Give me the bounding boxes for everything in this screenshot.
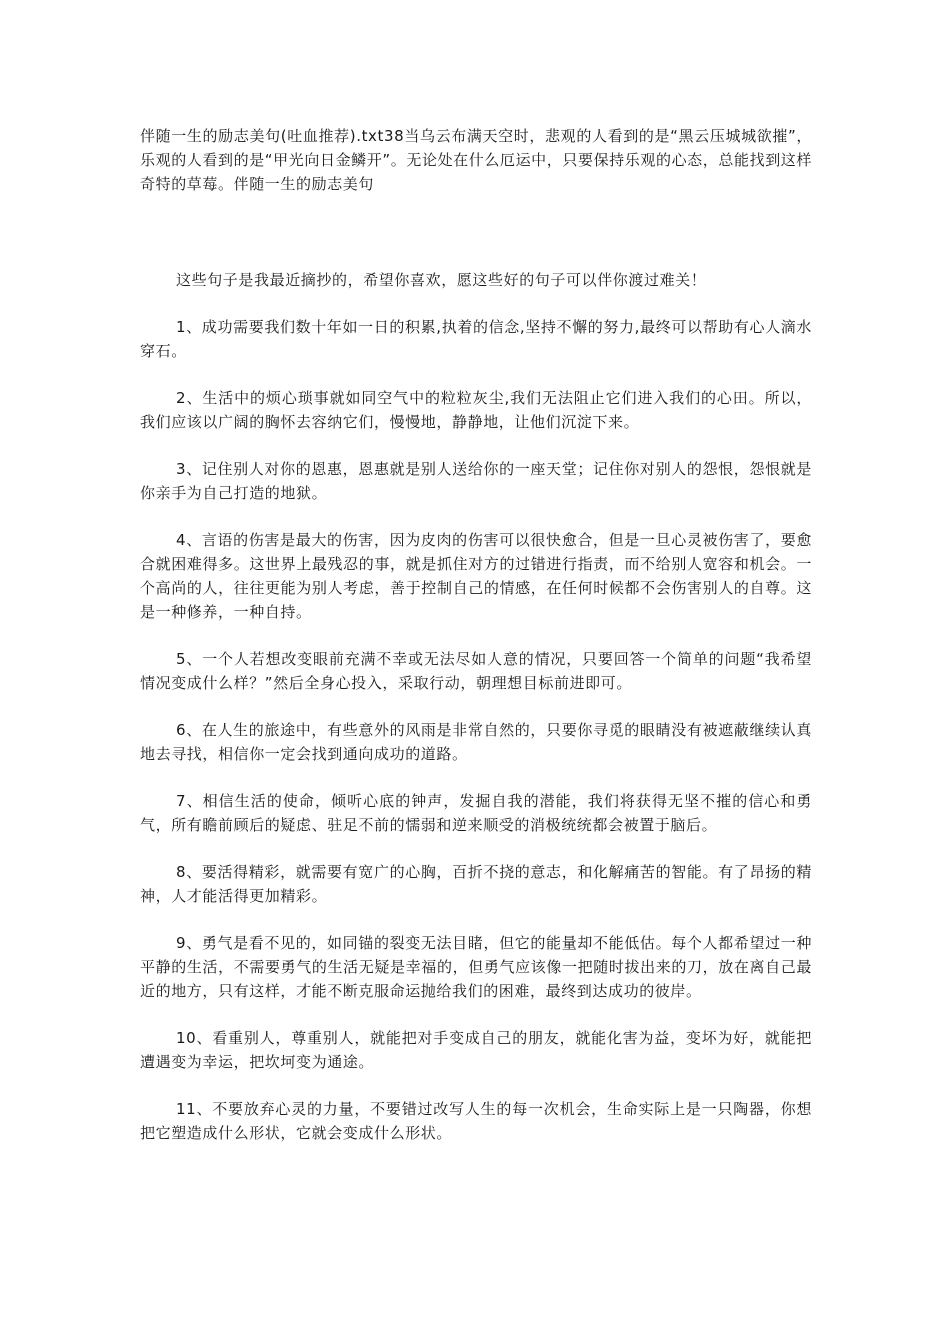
quote-item-8: 8、要活得精彩，就需要有宽广的心胸，百折不挠的意志，和化解痛苦的智能。有了昂扬的精神，人才能活得更加精彩。 (140, 863, 812, 905)
quote-item-4: 4、言语的伤害是最大的伤害，因为皮肉的伤害可以很快愈合，但是一旦心灵被伤害了，要愈合就困难得多。这世界上最残忍的事，就是抓住对方的过错进行指责，而不给别人宽容和机会。一个高尚的人，往往更能为别人考虑，善于控制自己的情感，在任何时候都不会伤害别人的自尊。这是一种修养，一种自持。 (140, 531, 812, 621)
intro-paragraph: 这些句子是我最近摘抄的，希望你喜欢，愿这些好的句子可以伴你渡过难关！ (176, 271, 707, 289)
quote-item-6: 6、在人生的旅途中，有些意外的风雨是非常自然的，只要你寻觅的眼睛没有被遮蔽继续认真地去寻找，相信你一定会找到通向成功的道路。 (140, 721, 812, 763)
document-body (140, 124, 812, 1145)
quote-item-5: 5、一个人若想改变眼前充满不幸或无法尽如人意的情况，只要回答一个简单的问题“我希望情况变成什么样？”然后全身心投入，采取行动，朝理想目标前进即可。 (140, 650, 812, 692)
quote-item-9: 9、勇气是看不见的，如同锚的裂变无法目睹，但它的能量却不能低估。每个人都希望过一种平静的生活，不需要勇气的生活无疑是幸福的，但勇气应该像一把随时拔出来的刀，放在离自己最近的地方，只有这样，才能不断克服命运抛给我们的困难，最终到达成功的彼岸。 (140, 934, 812, 1000)
quote-item-10: 10、看重别人，尊重别人，就能把对手变成自己的朋友，就能化害为益，变坏为好，就能把遭遇变为幸运，把坎坷变为通途。 (140, 1029, 812, 1071)
header-paragraph: 伴随一生的励志美句(吐血推荐).txt38当乌云布满天空时，悲观的人看到的是“黑云压城城欲摧”，乐观的人看到的是“甲光向日金鳞开”。无论处在什么厄运中，只要保持乐观的心态，总能找到这样奇特的草莓。伴随一生的励志美句 (140, 127, 812, 193)
quote-item-1: 1、成功需要我们数十年如一日的积累,执着的信念,坚持不懈的努力,最终可以帮助有心人滴水穿石。 (140, 318, 812, 360)
quote-item-7: 7、相信生活的使命，倾听心底的钟声，发掘自我的潜能，我们将获得无坚不摧的信心和勇气，所有瞻前顾后的疑虑、驻足不前的懦弱和逆来顺受的消极统统都会被置于脑后。 (140, 792, 812, 834)
quote-item-3: 3、记住别人对你的恩惠，恩惠就是别人送给你的一座天堂；记住你对别人的怨恨，怨恨就是你亲手为自己打造的地狱。 (140, 460, 812, 502)
quote-item-2: 2、生活中的烦心琐事就如同空气中的粒粒灰尘,我们无法阻止它们进入我们的心田。所以，我们应该以广阔的胸怀去容纳它们，慢慢地，静静地，让他们沉淀下来。 (140, 389, 812, 431)
quote-item-11: 11、不要放弃心灵的力量，不要错过改写人生的每一次机会，生命实际上是一只陶器，你想把它塑造成什么形状，它就会变成什么形状。 (140, 1100, 812, 1142)
